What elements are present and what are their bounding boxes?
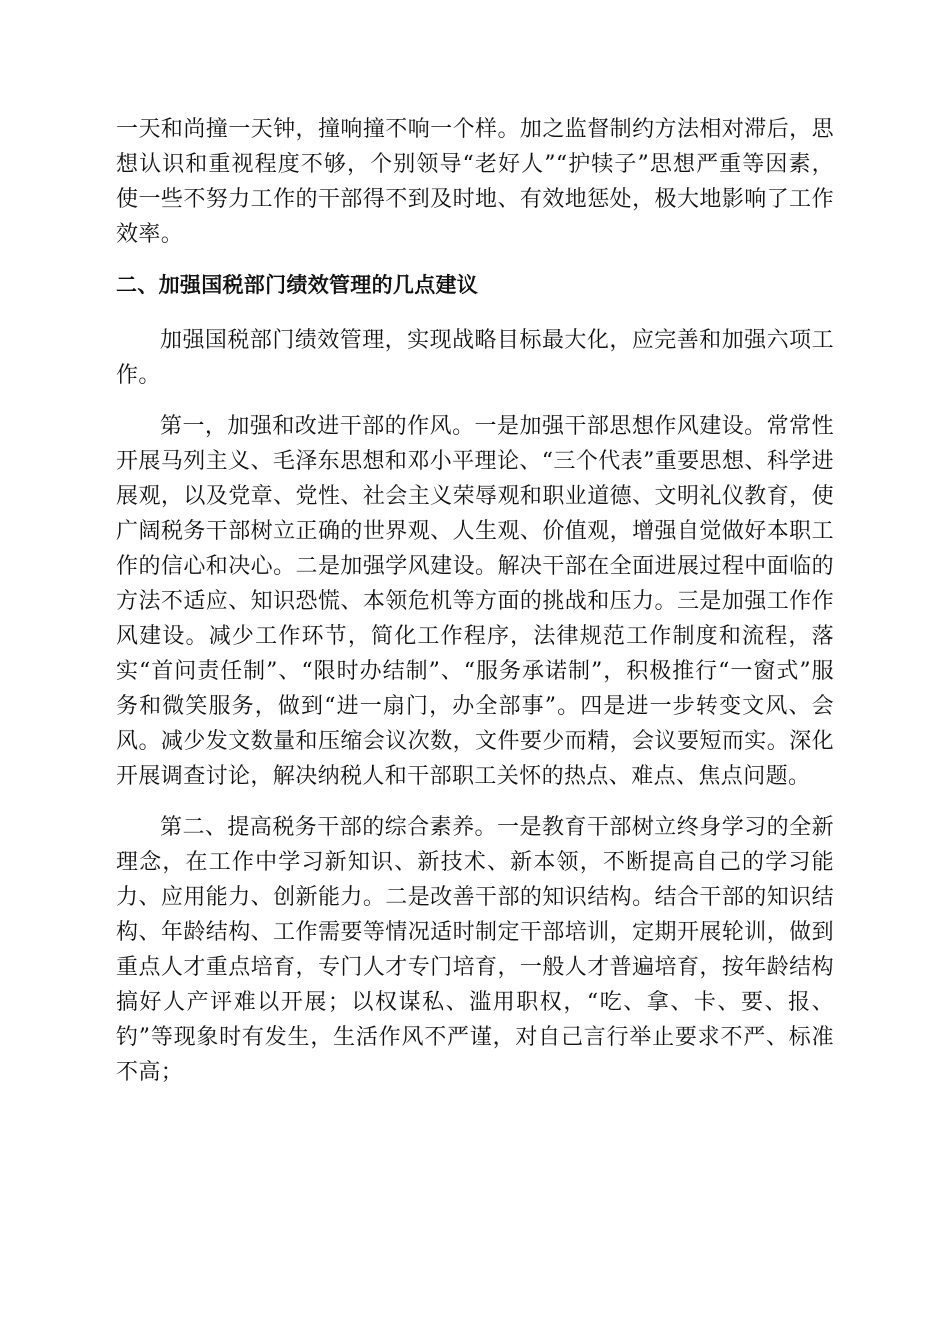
section-heading-suggestions: 二、加强国税部门绩效管理的几点建议 [116,273,479,297]
document-page [116,112,834,1106]
paragraph-first-work-style: 第一，加强和改进干部的作风。一是加强干部思想作风建设。常常性开展马列主义、毛泽东思想和邓小平理论、“三个代表”重要思想、科学进展观，以及党章、党性、社会主义荣辱观和职业道德、文明礼仪教育，使广阔税务干部树立正确的世界观、人生观、价值观，增强自觉做好本职工作的信心和决心。二是加强学风建设。解决干部在全面进展过程中面临的方法不适应、知识恐慌、本领危机等方面的挑战和压力。三是加强工作作风建设。减少工作环节，简化工作程序，法律规范工作制度和流程，落实“首问责任制”、“限时办结制”、“服务承诺制”，积极推行“一窗式”服务和微笑服务，做到“进一扇门，办全部事”。四是进一步转变文风、会风。减少发文数量和压缩会议次数，文件要少而精，会议要短而实。深化开展调查讨论，解决纳税人和干部职工关怀的热点、难点、焦点问题。 [116,414,834,789]
paragraph-work-efficiency: 一天和尚撞一天钟，撞响撞不响一个样。加之监督制约方法相对滞后，思想认识和重视程度不够，个别领导“老好人”“护犊子”思想严重等因素，使一些不努力工作的干部得不到及时地、有效地惩处，极大地影响了工作效率。 [116,117,834,247]
paragraph-second-quality: 第二、提高税务干部的综合素养。一是教育干部树立终身学习的全新理念，在工作中学习新知识、新技术、新本领，不断提高自己的学习能力、应用能力、创新能力。二是改善干部的知识结构。结合干部的知识结构、年龄结构、工作需要等情况适时制定干部培训，定期开展轮训，做到重点人才重点培育，专门人才专门培育，一般人才普遍培育，按年龄结构搞好人产评难以开展；以权谋私、滥用职权，“吃、拿、卡、要、报、钓”等现象时有发生，生活作风不严谨，对自己言行举止要求不严、标准不高； [116,815,834,1085]
paragraph-intro-six-tasks: 加强国税部门绩效管理，实现战略目标最大化，应完善和加强六项工作。 [116,328,834,388]
